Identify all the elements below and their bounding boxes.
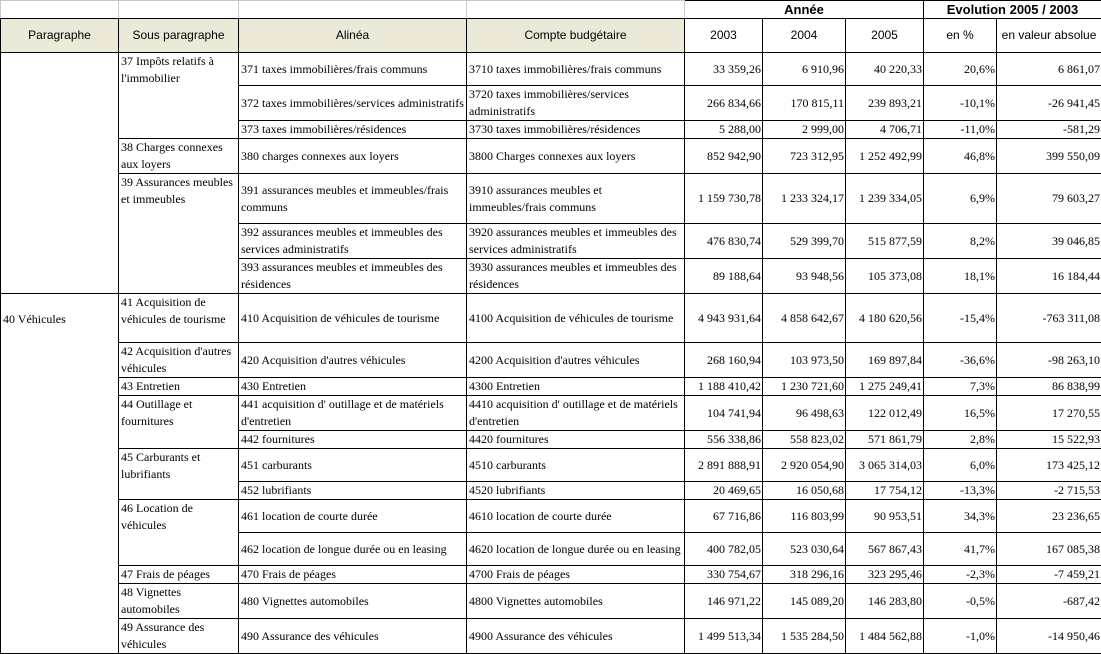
- header-en-valeur-absolue: en valeur absolue: [997, 19, 1101, 53]
- value-2005: 17 754,12: [846, 482, 924, 500]
- value-2005: 3 065 314,03: [846, 449, 924, 482]
- header-compte-budgetaire: Compte budgétaire: [467, 19, 685, 53]
- value-2003: 2 891 888,91: [685, 449, 763, 482]
- compte-cell: 4620 location de longue durée ou en leasing: [467, 533, 685, 566]
- table-row: [1, 566, 1101, 584]
- evolution-percent: -13,3%: [924, 482, 997, 500]
- alinea-cell: 430 Entretien: [239, 378, 467, 396]
- value-2005: 90 953,51: [846, 500, 924, 533]
- value-2003: 89 188,64: [685, 259, 763, 294]
- evolution-percent: 8,2%: [924, 224, 997, 259]
- value-2004: 96 498,63: [763, 396, 846, 431]
- table-row: [1, 584, 1101, 619]
- evolution-absolute: 23 236,65: [997, 500, 1101, 533]
- sous-paragraphe-cell: 42 Acquisition d'autres véhicules: [119, 343, 239, 378]
- evolution-absolute: 39 046,85: [997, 224, 1101, 259]
- evolution-absolute: -7 459,21: [997, 566, 1101, 584]
- evolution-percent: 6,9%: [924, 174, 997, 224]
- value-2005: 1 275 249,41: [846, 378, 924, 396]
- alinea-cell: 410 Acquisition de véhicules de tourisme: [239, 294, 467, 343]
- value-2005: 40 220,33: [846, 53, 924, 86]
- value-2004: 93 948,56: [763, 259, 846, 294]
- table-row: [1, 378, 1101, 396]
- value-2005: 169 897,84: [846, 343, 924, 378]
- value-2005: 122 012,49: [846, 396, 924, 431]
- value-2003: 20 469,65: [685, 482, 763, 500]
- alinea-cell: 393 assurances meubles et immeubles des résidences: [239, 259, 467, 294]
- compte-cell: 4510 carburants: [467, 449, 685, 482]
- compte-cell: 4410 acquisition d' outillage et de matériels d'entretien: [467, 396, 685, 431]
- alinea-cell: 373 taxes immobilières/résidences: [239, 121, 467, 139]
- value-2005: 4 180 620,56: [846, 294, 924, 343]
- compte-cell: 3710 taxes immobilières/frais communs: [467, 53, 685, 86]
- evolution-percent: 7,3%: [924, 378, 997, 396]
- evolution-absolute: -26 941,45: [997, 86, 1101, 121]
- compte-cell: 4700 Frais de péages: [467, 566, 685, 584]
- value-2005: 571 861,79: [846, 431, 924, 449]
- value-2003: 104 741,94: [685, 396, 763, 431]
- evolution-percent: 20,6%: [924, 53, 997, 86]
- compte-cell: 3930 assurances meubles et immeubles des résidences: [467, 259, 685, 294]
- compte-cell: 3910 assurances meubles et immeubles/frais communs: [467, 174, 685, 224]
- alinea-cell: 420 Acquisition d'autres véhicules: [239, 343, 467, 378]
- empty-cell: [239, 1, 467, 19]
- compte-cell: 4610 location de courte durée: [467, 500, 685, 533]
- value-2003: 1 499 513,34: [685, 619, 763, 654]
- value-2003: 4 943 931,64: [685, 294, 763, 343]
- header-alinea: Alinéa: [239, 19, 467, 53]
- header-2003: 2003: [685, 19, 763, 53]
- evolution-percent: -36,6%: [924, 343, 997, 378]
- table-row: [1, 174, 1101, 224]
- evolution-absolute: -763 311,08: [997, 294, 1101, 343]
- alinea-cell: 480 Vignettes automobiles: [239, 584, 467, 619]
- paragraphe-cell: 40 Véhicules: [1, 294, 119, 654]
- evolution-absolute: 79 603,27: [997, 174, 1101, 224]
- header-row: [1, 19, 1101, 53]
- value-2004: 523 030,64: [763, 533, 846, 566]
- header-sous-paragraphe: Sous paragraphe: [119, 19, 239, 53]
- compte-cell: 3920 assurances meubles et immeubles des services administratifs: [467, 224, 685, 259]
- value-2005: 1 239 334,05: [846, 174, 924, 224]
- value-2005: 4 706,71: [846, 121, 924, 139]
- sous-paragraphe-cell: 38 Charges connexes aux loyers: [119, 139, 239, 174]
- value-2003: 146 971,22: [685, 584, 763, 619]
- value-2004: 2 920 054,90: [763, 449, 846, 482]
- table-row: [1, 343, 1101, 378]
- compte-cell: 4200 Acquisition d'autres véhicules: [467, 343, 685, 378]
- value-2003: 330 754,67: [685, 566, 763, 584]
- value-2004: 6 910,96: [763, 53, 846, 86]
- empty-cell: [1, 1, 119, 19]
- value-2004: 1 535 284,50: [763, 619, 846, 654]
- evolution-absolute: 6 861,07: [997, 53, 1101, 86]
- evolution-percent: -0,5%: [924, 584, 997, 619]
- alinea-cell: 391 assurances meubles et immeubles/frais communs: [239, 174, 467, 224]
- value-2004: 145 089,20: [763, 584, 846, 619]
- evolution-absolute: -98 263,10: [997, 343, 1101, 378]
- value-2003: 67 716,86: [685, 500, 763, 533]
- value-2004: 1 230 721,60: [763, 378, 846, 396]
- value-2004: 723 312,95: [763, 139, 846, 174]
- alinea-cell: 461 location de courte durée: [239, 500, 467, 533]
- value-2004: 2 999,00: [763, 121, 846, 139]
- compte-cell: 4900 Assurance des véhicules: [467, 619, 685, 654]
- evolution-absolute: 86 838,99: [997, 378, 1101, 396]
- value-2004: 529 399,70: [763, 224, 846, 259]
- evolution-percent: -10,1%: [924, 86, 997, 121]
- empty-cell: [467, 1, 685, 19]
- value-2003: 852 942,90: [685, 139, 763, 174]
- compte-cell: 4420 fournitures: [467, 431, 685, 449]
- alinea-cell: 392 assurances meubles et immeubles des services administratifs: [239, 224, 467, 259]
- paragraphe-cell: [1, 53, 119, 294]
- evolution-percent: 18,1%: [924, 259, 997, 294]
- alinea-cell: 470 Frais de péages: [239, 566, 467, 584]
- value-2004: 16 050,68: [763, 482, 846, 500]
- evolution-absolute: 167 085,38: [997, 533, 1101, 566]
- value-2005: 146 283,80: [846, 584, 924, 619]
- value-2005: 105 373,08: [846, 259, 924, 294]
- compte-cell: 4100 Acquisition de véhicules de tourisme: [467, 294, 685, 343]
- sous-paragraphe-cell: 37 Impôts relatifs à l'immobilier: [119, 53, 239, 139]
- evolution-percent: 41,7%: [924, 533, 997, 566]
- sous-paragraphe-cell: 49 Assurance des véhicules: [119, 619, 239, 654]
- compte-cell: 3800 Charges connexes aux loyers: [467, 139, 685, 174]
- sous-paragraphe-cell: 43 Entretien: [119, 378, 239, 396]
- evolution-absolute: -687,42: [997, 584, 1101, 619]
- header-en-pourcent: en %: [924, 19, 997, 53]
- value-2005: 567 867,43: [846, 533, 924, 566]
- alinea-cell: 371 taxes immobilières/frais communs: [239, 53, 467, 86]
- header-group-row: [1, 1, 1101, 19]
- sous-paragraphe-cell: 41 Acquisition de véhicules de tourisme: [119, 294, 239, 343]
- value-2003: 1 188 410,42: [685, 378, 763, 396]
- evolution-absolute: -2 715,53: [997, 482, 1101, 500]
- sous-paragraphe-cell: 47 Frais de péages: [119, 566, 239, 584]
- evolution-absolute: 173 425,12: [997, 449, 1101, 482]
- evolution-percent: -11,0%: [924, 121, 997, 139]
- table-row: [1, 396, 1101, 431]
- alinea-cell: 380 charges connexes aux loyers: [239, 139, 467, 174]
- evolution-percent: 2,8%: [924, 431, 997, 449]
- evolution-percent: 6,0%: [924, 449, 997, 482]
- value-2005: 1 252 492,99: [846, 139, 924, 174]
- value-2004: 558 823,02: [763, 431, 846, 449]
- value-2003: 268 160,94: [685, 343, 763, 378]
- evolution-percent: -1,0%: [924, 619, 997, 654]
- value-2004: 4 858 642,67: [763, 294, 846, 343]
- compte-cell: 4800 Vignettes automobiles: [467, 584, 685, 619]
- value-2005: 239 893,21: [846, 86, 924, 121]
- table-row: [1, 53, 1101, 86]
- table-row: [1, 449, 1101, 482]
- evolution-percent: 16,5%: [924, 396, 997, 431]
- sous-paragraphe-cell: 48 Vignettes automobiles: [119, 584, 239, 619]
- compte-cell: 3730 taxes immobilières/résidences: [467, 121, 685, 139]
- evolution-absolute: 17 270,55: [997, 396, 1101, 431]
- empty-cell: [119, 1, 239, 19]
- alinea-cell: 490 Assurance des véhicules: [239, 619, 467, 654]
- value-2005: 1 484 562,88: [846, 619, 924, 654]
- table-row: [1, 294, 1101, 343]
- compte-cell: 4300 Entretien: [467, 378, 685, 396]
- header-2004: 2004: [763, 19, 846, 53]
- value-2004: 1 233 324,17: [763, 174, 846, 224]
- evolution-absolute: 16 184,44: [997, 259, 1101, 294]
- sous-paragraphe-cell: 44 Outillage et fournitures: [119, 396, 239, 449]
- value-2003: 1 159 730,78: [685, 174, 763, 224]
- alinea-cell: 442 fournitures: [239, 431, 467, 449]
- evolution-absolute: -581,29: [997, 121, 1101, 139]
- sous-paragraphe-cell: 45 Carburants et lubrifiants: [119, 449, 239, 500]
- value-2005: 323 295,46: [846, 566, 924, 584]
- value-2004: 318 296,16: [763, 566, 846, 584]
- alinea-cell: 372 taxes immobilières/services administratifs: [239, 86, 467, 121]
- header-2005: 2005: [846, 19, 924, 53]
- value-2003: 400 782,05: [685, 533, 763, 566]
- evolution-percent: 46,8%: [924, 139, 997, 174]
- value-2004: 116 803,99: [763, 500, 846, 533]
- value-2005: 515 877,59: [846, 224, 924, 259]
- sous-paragraphe-cell: 46 Location de véhicules: [119, 500, 239, 566]
- value-2003: 556 338,86: [685, 431, 763, 449]
- sous-paragraphe-cell: 39 Assurances meubles et immeubles: [119, 174, 239, 294]
- compte-cell: 3720 taxes immobilières/services administratifs: [467, 86, 685, 121]
- value-2004: 103 973,50: [763, 343, 846, 378]
- alinea-cell: 452 lubrifiants: [239, 482, 467, 500]
- alinea-cell: 451 carburants: [239, 449, 467, 482]
- evolution-percent: -2,3%: [924, 566, 997, 584]
- header-annee: Année: [685, 1, 924, 19]
- value-2003: 33 359,26: [685, 53, 763, 86]
- alinea-cell: 441 acquisition d' outillage et de matériels d'entretien: [239, 396, 467, 431]
- value-2003: 266 834,66: [685, 86, 763, 121]
- table-row: [1, 619, 1101, 654]
- header-paragraphe: Paragraphe: [1, 19, 119, 53]
- value-2003: 476 830,74: [685, 224, 763, 259]
- value-2003: 5 288,00: [685, 121, 763, 139]
- evolution-absolute: -14 950,46: [997, 619, 1101, 654]
- header-evolution: Evolution 2005 / 2003: [924, 1, 1101, 19]
- compte-cell: 4520 lubrifiants: [467, 482, 685, 500]
- evolution-absolute: 15 522,93: [997, 431, 1101, 449]
- evolution-absolute: 399 550,09: [997, 139, 1101, 174]
- evolution-percent: 34,3%: [924, 500, 997, 533]
- alinea-cell: 462 location de longue durée ou en leasing: [239, 533, 467, 566]
- value-2004: 170 815,11: [763, 86, 846, 121]
- table-row: [1, 500, 1101, 533]
- table-row: [1, 139, 1101, 174]
- evolution-percent: -15,4%: [924, 294, 997, 343]
